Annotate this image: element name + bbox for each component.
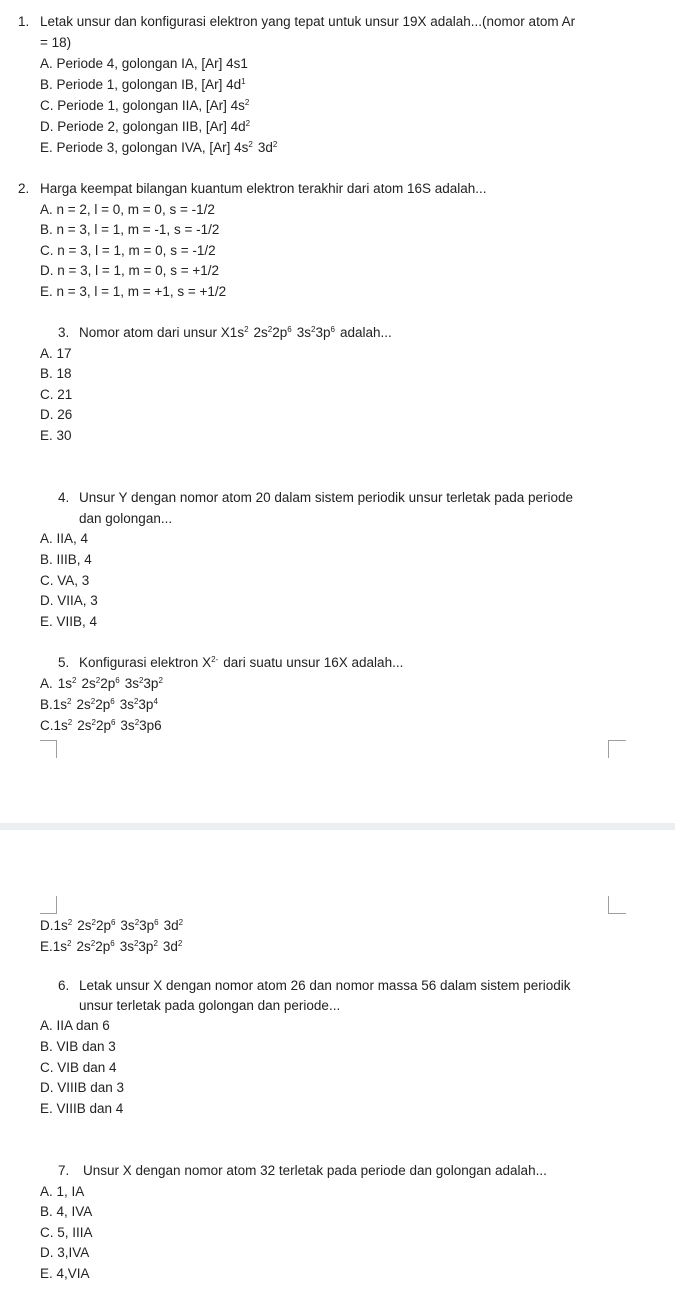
- question-3-option-c: C. 21: [40, 387, 73, 402]
- question-6-option-e: E. VIIIB dan 4: [40, 1101, 124, 1116]
- question-7-number: 7.: [58, 1163, 70, 1178]
- question-2-option-e: E. n = 3, l = 1, m = +1, s = +1/2: [40, 284, 227, 299]
- question-6-option-a: A. IIA dan 6: [40, 1018, 110, 1033]
- question-7-option-e: E. 4,VIA: [40, 1266, 90, 1281]
- question-1-number: 1.: [18, 14, 30, 29]
- question-5-number: 5.: [58, 655, 70, 670]
- question-2-option-b: B. n = 3, l = 1, m = -1, s = -1/2: [40, 222, 220, 237]
- question-2-number: 2.: [18, 181, 30, 196]
- question-4-option-e: E. VIIB, 4: [40, 614, 98, 629]
- question-6-option-d: D. VIIIB dan 3: [40, 1080, 125, 1095]
- question-4-option-c: C. VA, 3: [40, 573, 90, 588]
- question-4-option-a: A. IIA, 4: [40, 531, 89, 546]
- question-1-option-c: C. Periode 1, golongan IIA, [Ar] $4s^2$: [40, 98, 250, 113]
- question-1-text: Letak unsur dan konfigurasi elektron yang tepat untuk unsur 19X adalah...(nomor atom Ar: [40, 14, 576, 29]
- question-1-option-d: D. Periode 2, golongan IIB, [Ar] $4d^2$: [40, 119, 251, 134]
- question-7-option-b: B. 4, IVA: [40, 1204, 93, 1219]
- question-7-text: Unsur X dengan nomor atom 32 terletak pada periode dan golongan adalah...: [83, 1163, 547, 1178]
- question-4-text-cont: dan golongan...: [79, 511, 173, 526]
- question-2-option-d: D. n = 3, l = 1, m = 0, s = +1/2: [40, 263, 219, 278]
- question-3-option-d: D. 26: [40, 407, 73, 422]
- question-5-option-e: $E.1s^2$ $2s^22p^6$ $3s^23p^2$ $3d^2$: [40, 939, 183, 954]
- page-corner-mark-right: [608, 740, 626, 758]
- question-6-option-b: B. VIB dan 3: [40, 1039, 116, 1054]
- question-3-option-a: A. 17: [40, 346, 72, 361]
- page-corner-mark-right-top: [608, 896, 626, 914]
- page-corner-mark-left: [40, 740, 58, 758]
- question-5-option-a: A. $1s^2$ $2s^22p^6$ $3s^23p^2$: [40, 676, 163, 691]
- question-4-number: 4.: [58, 490, 70, 505]
- question-1-text-cont: = 18): [40, 35, 72, 50]
- question-5-text: Konfigurasi elektron $X^{2-}$ dari suatu unsur 16X adalah...: [79, 655, 404, 670]
- question-7-option-c: C. 5, IIIA: [40, 1225, 93, 1240]
- question-3-option-b: B. 18: [40, 366, 72, 381]
- question-3-text: Nomor atom dari unsur $X1s^2$ $2s^22p^6$ $3s^23p^6$ adalah...: [79, 325, 392, 340]
- question-2-option-a: A. n = 2, l = 0, m = 0, s = -1/2: [40, 202, 215, 217]
- question-3-number: 3.: [58, 325, 70, 340]
- question-1-option-e: E. Periode 3, golongan IVA, [Ar] $4s^2$ $3d^2$: [40, 140, 278, 155]
- question-6-option-c: C. VIB dan 4: [40, 1060, 117, 1075]
- question-5-option-c: $C.1s^2$ $2s^22p^6$ $3s^23p6$: [40, 718, 162, 733]
- question-3-option-e: E. 30: [40, 428, 72, 443]
- question-6-text: Letak unsur X dengan nomor atom 26 dan nomor massa 56 dalam sistem periodik: [79, 978, 571, 993]
- question-5-option-d: $D.1s^2$ $2s^22p^6$ $3s^23p^6$ $3d^2$: [40, 918, 184, 933]
- question-1-option-a: A. Periode 4, golongan IA, [Ar] 4s1: [40, 56, 248, 71]
- question-4-option-d: D. VIIA, 3: [40, 593, 98, 608]
- page-break-divider: [0, 823, 675, 830]
- question-4-text: Unsur Y dengan nomor atom 20 dalam sistem periodik unsur terletak pada periode: [79, 490, 574, 505]
- question-7-option-a: A. 1, IA: [40, 1184, 85, 1199]
- question-6-number: 6.: [58, 978, 70, 993]
- question-2-option-c: C. n = 3, l = 1, m = 0, s = -1/2: [40, 243, 216, 258]
- question-4-option-b: B. IIIB, 4: [40, 552, 92, 567]
- question-7-option-d: D. 3,IVA: [40, 1245, 90, 1260]
- question-6-text-cont: unsur terletak pada golongan dan periode...: [79, 998, 341, 1013]
- question-2-text: Harga keempat bilangan kuantum elektron terakhir dari atom 16S adalah...: [40, 181, 487, 196]
- question-1-option-b: B. Periode 1, golongan IB, [Ar] $4d^1$: [40, 77, 246, 92]
- question-5-option-b: $B.1s^2$ $2s^22p^6$ $3s^23p^4$: [40, 697, 158, 712]
- page-corner-mark-left-top: [40, 896, 58, 914]
